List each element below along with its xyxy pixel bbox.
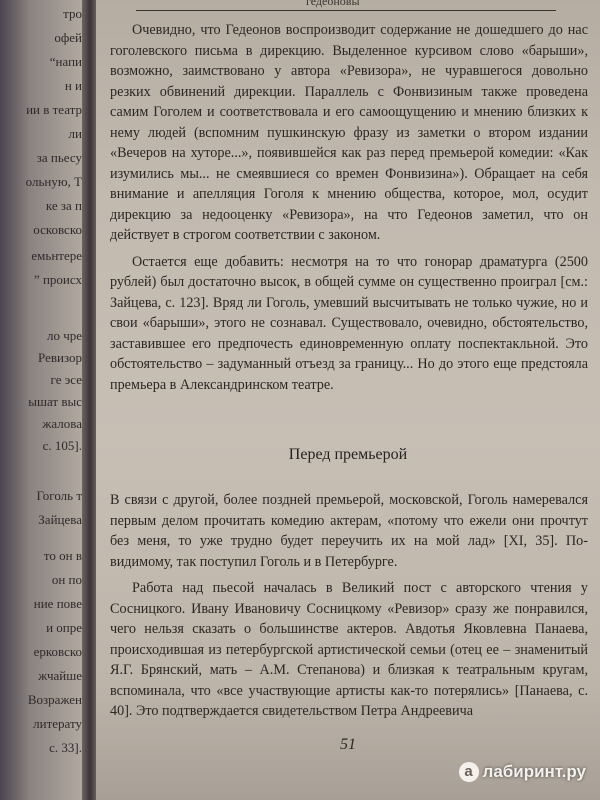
left-page-fragment: н и [64, 78, 82, 93]
left-page-fragment: жчайше [38, 668, 82, 683]
left-page-fragment: ерковско [33, 644, 82, 659]
left-page-fragment: тро [63, 6, 82, 21]
left-page-fragment: ние пове [33, 596, 82, 611]
left-page-fragment: и опре [46, 620, 82, 635]
left-page-fragment: с. 105]. [42, 438, 82, 453]
left-page-fragment: Ревизор [38, 350, 82, 365]
running-head [136, 0, 556, 11]
left-page-fragment: осковско [33, 222, 82, 237]
left-page-fragment: офей [54, 30, 82, 45]
left-page-fragment: за пьесу [36, 150, 82, 165]
left-page-fragment: ке за п [45, 198, 82, 213]
paragraph: Очевидно, что Гедеонов воспроизводит содержание не дошедшего до нас гоголевского письма в дирекцию. Выделенное курсивом слово «барыши», возможно, заимствовано у автора «Ревизора», не чуравшегося довольно резких обвинений дирекции. Параллель с Фонвизиным также проведена самим Гоголем и соответствовала и его самоощущению и мнению близких к нему людей (вспомним пушкинскую фразу из заметки о втором издании «Вечеров на хуторе...», появившейся как раз перед премьерой комедии: «Как изумились мы... не смеявшиеся со времен Фонвизина»). Обращает на себя внимание и апелляция Гоголя к мнению общества, которое, мол, осудит дирекцию за недооценку «Ревизора», на что Гедеонов заметил, что он действует в строгом соответствии с законом. [110, 22, 588, 243]
left-page-fragment: литерату [33, 716, 82, 731]
left-page-fragment: ии в театр [26, 102, 82, 117]
body-text-section [110, 490, 588, 728]
left-page-fragment: ” происх [33, 272, 82, 287]
labirint-logo-icon: а [459, 762, 479, 782]
paragraph: Остается еще добавить: несмотря на то что гонорар драматурга (2500 рублей) был достаточно высок, в общей сумме он существенно проиграл [см.: Зайцева, с. 123]. Вряд ли Гоголь, умевший высчитывать не только чужие, но и свои «барыши», этого не сознавал. Существовало, очевидно, обстоятельство, заставившее его предпочесть единовременную оплату поспектакльной. Это обстоятельство – задуманный отъезд за границу... Но до этого еще предстояла премьера в Александринском театре. [110, 253, 588, 393]
left-page-fragment: емьнтере [31, 248, 82, 263]
book-page [96, 0, 600, 800]
watermark-text: лабиринт.ру [482, 762, 586, 781]
left-page-fragment: то он в [43, 548, 82, 563]
left-page-fragment: ло чре [46, 328, 82, 343]
left-page-fragment: ли [68, 126, 82, 141]
paragraph: В связи с другой, более поздней премьерой, московской, Гоголь намеревался первым делом прочитать комедию актерам, «потому что ежели они прочтут без меня, то уже трудно будет переучить их на мой лад» [XI, 35]. По-видимому, так поступил Гоголь и в Петербурге. [110, 492, 588, 570]
left-page-fragment: “напи [49, 54, 82, 69]
left-page-fragment: ольную, Т [25, 174, 82, 189]
left-page-fragment: с. 33]. [49, 740, 82, 755]
left-page-edge [0, 0, 86, 800]
left-page-fragment: ышат выс [28, 394, 82, 409]
left-page-fragment: ге эсе [50, 372, 82, 387]
watermark [459, 762, 586, 782]
left-page-fragment: Гоголь т [36, 488, 82, 503]
left-page-fragment: Возражен [27, 692, 82, 707]
section-heading: Перед премьерой [288, 446, 408, 463]
paragraph: Работа над пьесой началась в Великий пост с авторского чтения у Сосницкого. Ивану Ивановичу Сосницкому «Ревизор» сразу же понравился, чего нельзя сказать о большинстве актеров. Авдотья Яковлевна Панаева, происходившая из петербургской артистической семьи (отец ее – знаменитый Я.Г. Брянский, мать – А.М. Степанова) и близкая к театральным кругам, вспоминала, что «все участвующие артисты как-то потерялись» [Панаева, с. 40]. Это подтверждается свидетельством Петра Андреевича [110, 580, 588, 719]
page-number: 51 [340, 736, 356, 753]
left-page-fragment: жалова [42, 416, 82, 431]
body-text-top [110, 20, 588, 401]
left-page-fragment: Зайцева [38, 512, 82, 527]
left-page-fragment: он по [51, 572, 82, 587]
running-head-text: гедеоновы [306, 0, 360, 8]
